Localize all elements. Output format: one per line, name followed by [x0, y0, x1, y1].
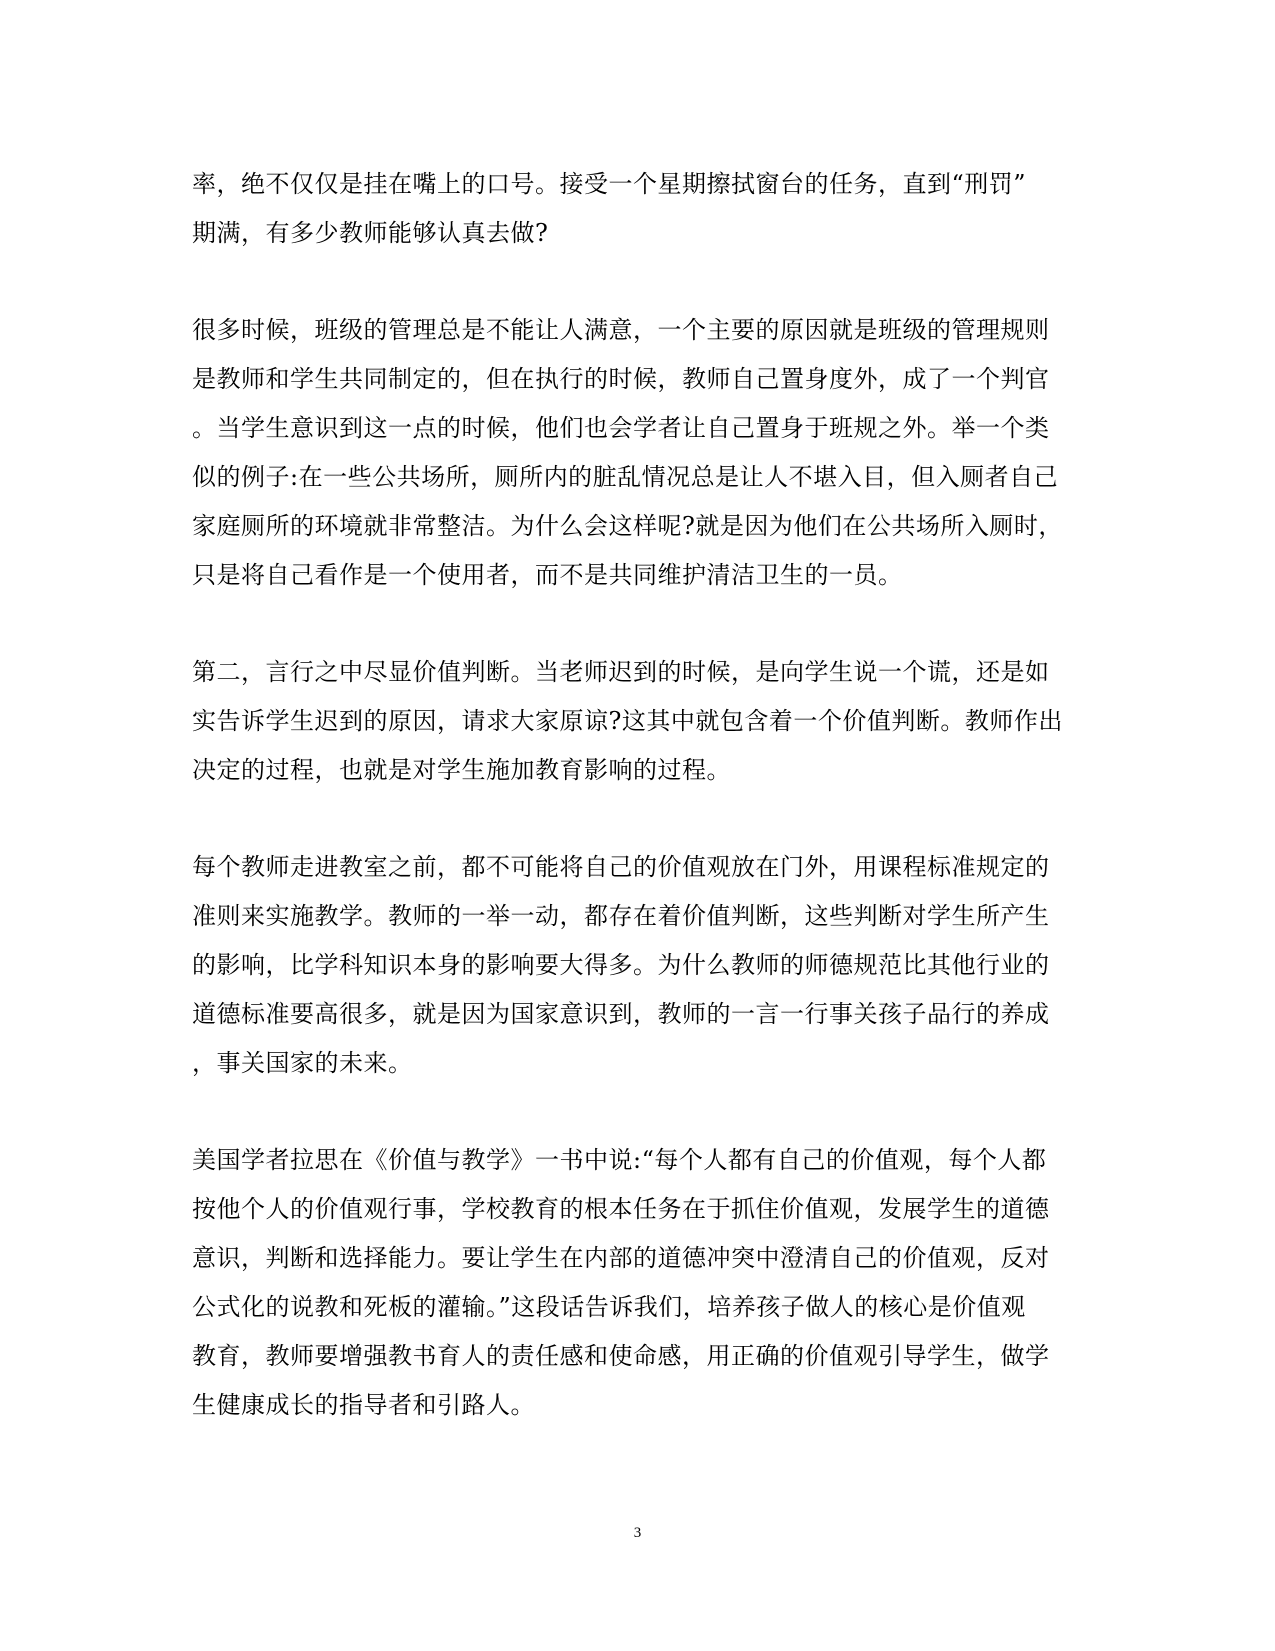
text-line: 是教师和学生共同制定的，但在执行的时候，教师自己置身度外，成了一个判官: [192, 365, 1050, 393]
text-line: 只是将自己看作是一个使用者，而不是共同维护清洁卫生的一员。: [192, 561, 903, 589]
paragraph-1: [192, 160, 1082, 258]
text-line: 公式化的说教和死板的灌输。”这段话告诉我们，培养孩子做人的核心是价值观: [192, 1293, 1026, 1321]
text-line: 意识，判断和选择能力。要让学生在内部的道德冲突中澄清自己的价值观，反对: [192, 1244, 1050, 1272]
text-line: 的影响，比学科知识本身的影响要大得多。为什么教师的师德规范比其他行业的: [192, 951, 1050, 979]
page-body: [192, 160, 1082, 1478]
text-line: 实告诉学生迟到的原因，请求大家原谅?这其中就包含着一个价值判断。教师作出: [192, 707, 1063, 735]
text-line: ，事关国家的未来。: [192, 1049, 413, 1077]
text-line: 家庭厕所的环境就非常整洁。为什么会这样呢?就是因为他们在公共场所入厕时，: [192, 512, 1063, 540]
text-line: 率，绝不仅仅是挂在嘴上的口号。接受一个星期擦拭窗台的任务，直到“刑罚”: [192, 170, 1027, 198]
text-line: 每个教师走进教室之前，都不可能将自己的价值观放在门外，用课程标准规定的: [192, 853, 1050, 881]
text-line: 期满，有多少教师能够认真去做?: [192, 219, 549, 247]
text-line: 道德标准要高很多，就是因为国家意识到，教师的一言一行事关孩子品行的养成: [192, 1000, 1050, 1028]
paragraph-5: [192, 1136, 1082, 1430]
paragraph-3: [192, 648, 1082, 795]
page-number: 3: [633, 1525, 642, 1541]
paragraph-4: [192, 843, 1082, 1088]
text-line: 。当学生意识到这一点的时候，他们也会学者让自己置身于班规之外。举一个类: [192, 414, 1050, 442]
text-line: 很多时候，班级的管理总是不能让人满意，一个主要的原因就是班级的管理规则: [192, 316, 1050, 344]
text-line: 准则来实施教学。教师的一举一动，都存在着价值判断，这些判断对学生所产生: [192, 902, 1050, 930]
text-line: 第二，言行之中尽显价值判断。当老师迟到的时候，是向学生说一个谎，还是如: [192, 658, 1050, 686]
text-line: 教育，教师要增强教书育人的责任感和使命感，用正确的价值观引导学生，做学: [192, 1342, 1050, 1370]
text-line: 决定的过程，也就是对学生施加教育影响的过程。: [192, 756, 731, 784]
text-line: 美国学者拉思在《价值与教学》一书中说:“每个人都有自己的价值观，每个人都: [192, 1146, 1047, 1174]
text-line: 似的例子:在一些公共场所，厕所内的脏乱情况总是让人不堪入目，但入厕者自己: [192, 463, 1059, 491]
paragraph-2: [192, 306, 1082, 600]
text-line: 生健康成长的指导者和引路人。: [192, 1391, 535, 1419]
text-line: 按他个人的价值观行事，学校教育的根本任务在于抓住价值观，发展学生的道德: [192, 1195, 1050, 1223]
